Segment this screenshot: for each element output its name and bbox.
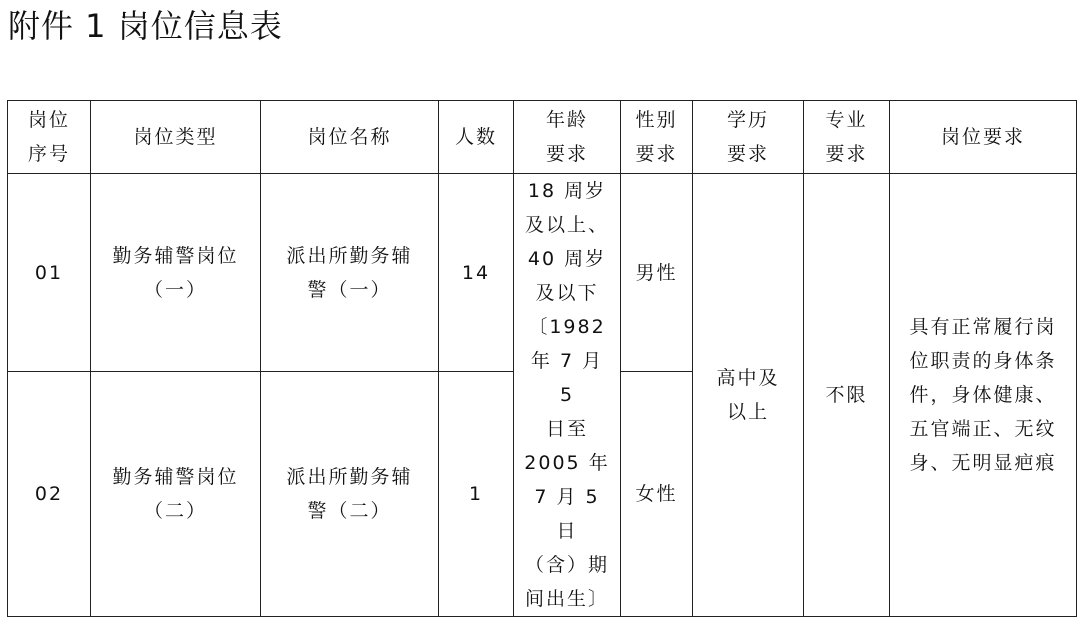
cell-type: 勤务辅警岗位 （二） xyxy=(91,372,261,617)
header-major: 专业 要求 xyxy=(804,101,890,174)
cell-name: 派出所勤务辅 警（二） xyxy=(261,372,439,617)
header-gender: 性别 要求 xyxy=(621,101,693,174)
cell-education-requirement: 高中及 以上 xyxy=(693,174,804,617)
cell-gender: 男性 xyxy=(621,174,693,372)
cell-name: 派出所勤务辅 警（一） xyxy=(261,174,439,372)
header-age: 年龄 要求 xyxy=(514,101,621,174)
position-info-table xyxy=(7,100,1077,617)
header-count: 人数 xyxy=(439,101,514,174)
header-requirements: 岗位要求 xyxy=(890,101,1077,174)
cell-gender: 女性 xyxy=(621,372,693,617)
header-type: 岗位类型 xyxy=(91,101,261,174)
cell-position-requirements: 具有正常履行岗 位职责的身体条 件，身体健康、 五官端正、无纹 身、无明显疤痕 xyxy=(890,174,1077,617)
table-header-row xyxy=(8,101,1077,174)
cell-age-requirement: 18 周岁 及以上、 40 周岁 及以下 〔1982 年 7 月 5 日至 2005 年 7 月 5 日 （含）期 间出生〕 xyxy=(514,174,621,617)
cell-count: 1 xyxy=(439,372,514,617)
table-row xyxy=(8,174,1077,372)
header-name: 岗位名称 xyxy=(261,101,439,174)
cell-seq: 02 xyxy=(8,372,91,617)
cell-seq: 01 xyxy=(8,174,91,372)
cell-type: 勤务辅警岗位 （一） xyxy=(91,174,261,372)
header-education: 学历 要求 xyxy=(693,101,804,174)
document-title: 附件 1 岗位信息表 xyxy=(8,7,283,45)
cell-major-requirement: 不限 xyxy=(804,174,890,617)
cell-count: 14 xyxy=(439,174,514,372)
header-seq: 岗位 序号 xyxy=(8,101,91,174)
